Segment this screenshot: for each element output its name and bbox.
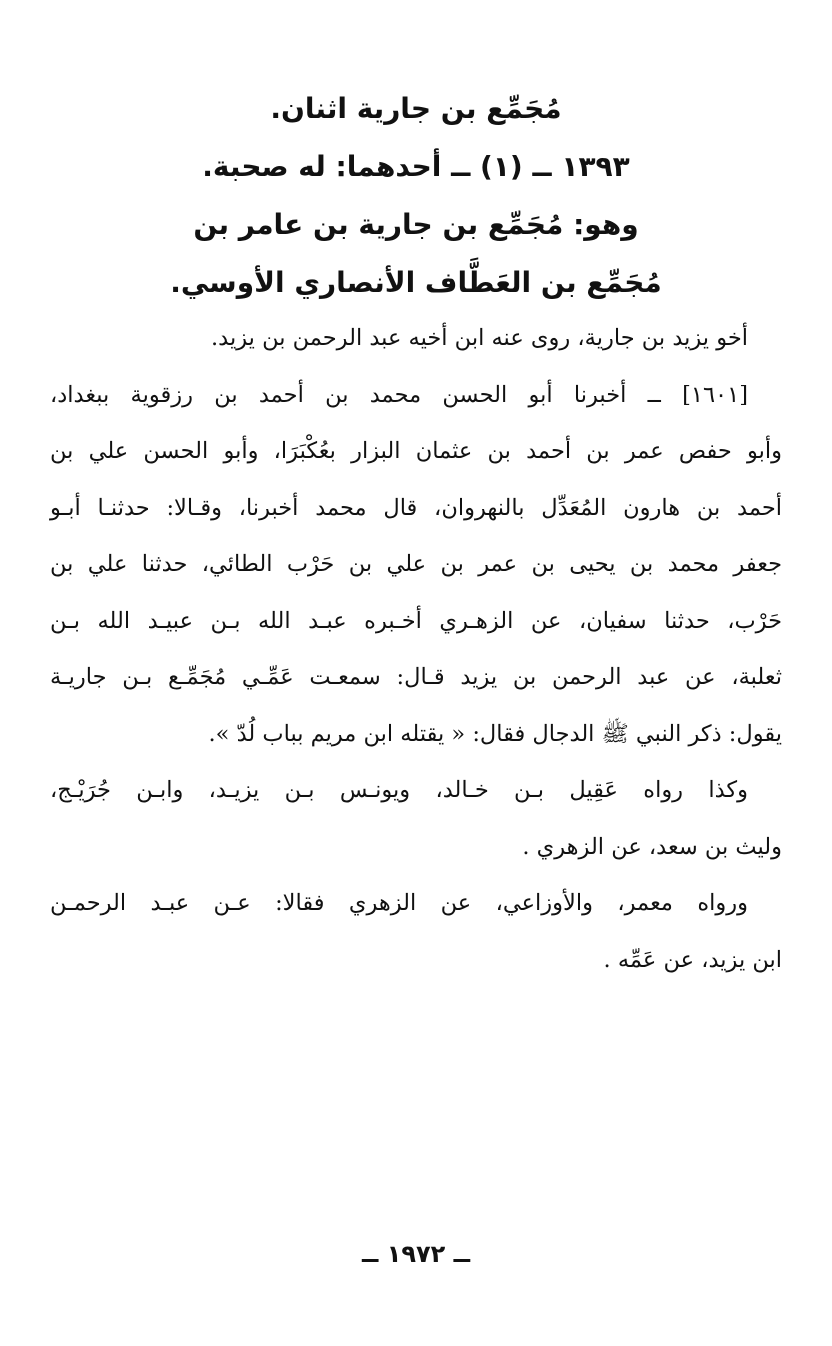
paragraph-2 xyxy=(50,367,782,763)
text-line: أحمد بن هارون المُعَدِّل بالنهروان، قال محمد أخبرنا، وقـالا: حدثنـا أبـو xyxy=(50,494,782,521)
text-line: وأبو حفص عمر بن أحمد بن عثمان البزار بعُكْبَرَا، وأبو الحسن علي بن xyxy=(50,438,782,464)
paragraph-3 xyxy=(50,762,782,875)
text-line: [١٦٠١] ــ أخبرنا أبو الحسن محمد بن أحمد بن رزقوية ببغداد، xyxy=(50,381,748,408)
text-line: أخو يزيد بن جارية، روى عنه ابن أخيه عبد الرحمن بن يزيد. xyxy=(211,325,748,351)
text-line: ثعلبة، عن عبد الرحمن بن يزيد قـال: سمعـت عَمِّـي مُجَمِّـع بـن جاريـة xyxy=(50,664,782,690)
heading-line-3: وهو: مُجَمِّع بن جارية بن عامر بن xyxy=(193,208,639,241)
heading-line-1: مُجَمِّع بن جارية اثنان. xyxy=(270,92,562,125)
text-line: ورواه معمر، والأوزاعي، عن الزهري فقالا: عـن عبـد الرحمـن xyxy=(50,890,748,916)
page-number: ــ ١٩٧٢ ــ xyxy=(361,1240,471,1268)
text-line: ابن يزيد، عن عَمِّه . xyxy=(603,946,782,973)
paragraph-1 xyxy=(50,310,782,367)
text-line: وليث بن سعد، عن الزهري . xyxy=(522,833,782,860)
text-line: حَرْب، حدثنا سفيان، عن الزهـري أخـبره عبـد الله بـن عبيـد الله بـن xyxy=(50,607,782,634)
heading-line-2: ١٣٩٣ ــ (١) ــ أحدهما: له صحبة. xyxy=(202,150,630,183)
heading-line-4: مُجَمِّع بن العَطَّاف الأنصاري الأوسي. xyxy=(170,266,662,299)
entry-heading xyxy=(90,80,742,312)
text-line: جعفر محمد بن يحيى بن عمر بن علي بن حَرْب الطائي، حدثنا علي بن xyxy=(50,551,782,577)
entry-body xyxy=(50,310,782,988)
text-line: يقول: ذكر النبي ﷺ الدجال فقال: « يقتله ابن مريم بباب لُدّ ». xyxy=(208,720,782,747)
paragraph-4 xyxy=(50,875,782,988)
text-line: وكذا رواه عَقِيل بـن خـالد، ويونـس بـن يزيـد، وابـن جُرَيْـج، xyxy=(50,777,748,803)
